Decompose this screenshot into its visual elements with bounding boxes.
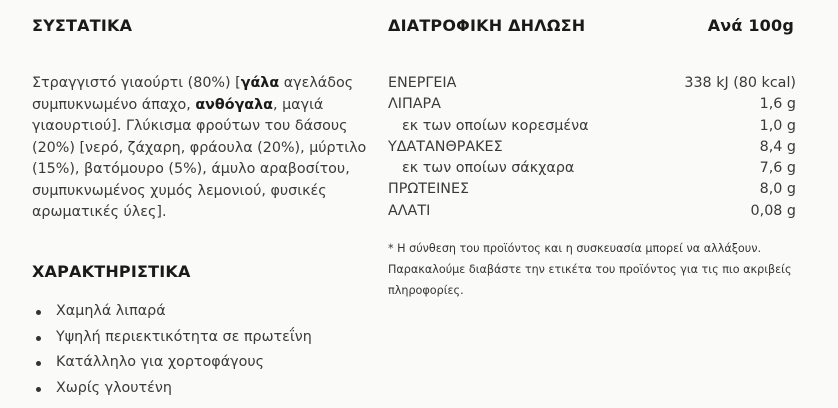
nutrient-value: 1,0 g	[759, 117, 796, 134]
nutrient-label: ΕΝΕΡΓΕΙΑ	[388, 75, 457, 91]
nutrient-value: 0,08 g	[750, 202, 796, 219]
per-100g-label: Ανά 100g	[707, 16, 794, 35]
nutrition-row	[388, 158, 796, 179]
features-list	[32, 299, 312, 401]
ingredients-heading: ΣΥΣΤΑΤΙΚΑ	[32, 16, 133, 35]
nutrient-value: 338 kJ (80 kcal)	[684, 75, 796, 91]
ingredients-text	[32, 73, 372, 224]
nutrition-row	[388, 179, 796, 200]
nutrition-row	[388, 201, 796, 222]
nutrient-value: 8,0 g	[759, 181, 796, 198]
nutrition-row	[388, 137, 796, 158]
feature-item: Υψηλή περιεκτικότητα σε πρωτεΐνη	[32, 325, 312, 351]
nutrient-label: εκ των οποίων σάκχαρα	[402, 160, 575, 177]
nutrition-row	[388, 73, 796, 94]
nutrient-label: ΑΛΑΤΙ	[388, 202, 431, 219]
nutrition-row	[388, 116, 796, 137]
nutrient-label: ΥΔΑΤΑΝΘΡΑΚΕΣ	[388, 138, 503, 155]
feature-item: Χωρίς γλουτένη	[32, 376, 312, 402]
features-heading: ΧΑΡΑΚΤΗΡΙΣΤΙΚΑ	[32, 262, 191, 281]
allergen-text: γάλα	[240, 75, 280, 91]
nutrition-table	[388, 73, 796, 222]
nutrient-value: 8,4 g	[759, 138, 796, 155]
feature-item: Χαμηλά λιπαρά	[32, 299, 312, 325]
ingredient-text: , μαγιά γιαουρτιού]. Γλύκισμα φρούτων του δάσους (20%) [νερό, ζάχαρη, φράουλα (20%), μύρτιλο (15%), βατόμουρο (5%), άμυλο αραβοσίτου, συμπυκνωμένος χυμός λεμονιού, φυσικές αρωματικές ύλες].	[32, 96, 367, 220]
nutrition-row	[388, 94, 796, 115]
nutrient-value: 7,6 g	[759, 160, 796, 177]
disclaimer-note: * Η σύνθεση του προϊόντος και η συσκευασία μπορεί να αλλάξουν. Παρακαλούμε διαβάστε την ετικέτα του προϊόντος για τις πιο ακριβείς πληροφορίες.	[388, 242, 792, 297]
allergen-text: ανθόγαλα	[195, 96, 273, 113]
nutrient-label: ΠΡΩΤΕΙΝΕΣ	[388, 181, 470, 198]
ingredient-text: Στραγγιστό γιαούρτι (80%) [	[32, 75, 241, 91]
nutrient-value: 1,6 g	[759, 96, 796, 113]
ingredient-text: αγελάδος συμπυκνωμένο άπαχο,	[32, 75, 354, 113]
nutrition-heading: ΔΙΑΤΡΟΦΙΚΗ ΔΗΛΩΣΗ	[388, 16, 586, 35]
nutrient-label: ΛΙΠΑΡΑ	[388, 96, 441, 113]
feature-item: Κατάλληλο για χορτοφάγους	[32, 350, 312, 376]
nutrient-label: εκ των οποίων κορεσμένα	[402, 117, 589, 134]
